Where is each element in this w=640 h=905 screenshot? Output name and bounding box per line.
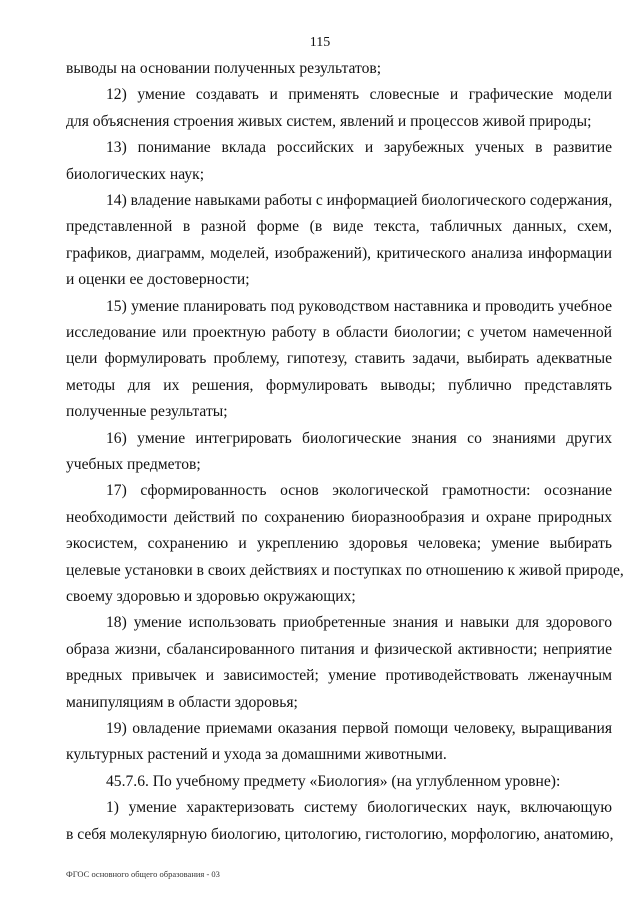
text-line: в себя молекулярную биологию, цитологию, гистологию, морфологию, анатомию, (66, 825, 614, 843)
text-line: 45.7.6. По учебному предмету «Биология» (на углубленном уровне): (106, 772, 561, 790)
text-line: 14) владение навыками работы с информацией биологического содержания, (106, 192, 613, 209)
text-line: 15) умение планировать под руководством наставника и проводить учебное (106, 297, 612, 315)
text-line: экосистем, сохранению и укреплению здоровья человека; умение выбирать (66, 535, 612, 553)
text-line: представленной в разной форме (в виде текста, табличных данных, схем, (66, 218, 612, 236)
text-line: цели формулировать проблему, гипотезу, ставить задачи, выбирать адекватные (66, 350, 612, 368)
text-line: 19) овладение приемами оказания первой помощи человеку, выращивания (106, 720, 612, 737)
text-line: графиков, диаграмм, моделей, изображений), критического анализа информации (66, 244, 612, 262)
text-line: необходимости действий по сохранению биоразнообразия и охране природных (66, 508, 612, 526)
text-line: методы для их решения, формулировать выводы; публично представлять (66, 376, 612, 394)
text-line: биологических наук; (66, 165, 205, 183)
text-line: 1) умение характеризовать систему биологических наук, включающую (106, 799, 612, 817)
text-line: учебных предметов; (66, 456, 201, 473)
text-line: 12) умение создавать и применять словесные и графические модели (106, 86, 612, 104)
text-line: для объяснения строения живых систем, явлений и процессов живой природы; (66, 112, 592, 130)
text-line: исследование или проектную работу в области биологии; с учетом намеченной (66, 324, 612, 341)
text-line: полученные результаты; (66, 403, 228, 421)
text-line: 13) понимание вклада российских и зарубежных ученых в развитие (106, 139, 612, 157)
text-line: 18) умение использовать приобретенные знания и навыки для здорового (106, 614, 612, 632)
text-line: выводы на основании полученных результатов; (66, 60, 382, 77)
text-line: 17) сформированность основ экологической грамотности: осознание (106, 482, 612, 500)
page-number: 115 (309, 35, 331, 50)
text-line: целевые установки в своих действиях и поступках по отношению к живой природе, (66, 561, 624, 579)
text-line: и оценки ее достоверности; (66, 271, 250, 289)
text-line: образа жизни, сбалансированного питания и физической активности; неприятие (66, 640, 612, 658)
footer-note: ФГОС основного общего образования - 03 (66, 869, 220, 879)
text-line: 16) умение интегрировать биологические знания со знаниями других (106, 429, 612, 447)
text-line: манипуляциям в области здоровья; (66, 693, 298, 711)
text-line: своему здоровью и здоровью окружающих; (66, 588, 356, 605)
text-line: вредных привычек и зависимостей; умение противодействовать лженаучным (66, 667, 612, 685)
text-line: культурных растений и ухода за домашними животными. (66, 746, 447, 764)
